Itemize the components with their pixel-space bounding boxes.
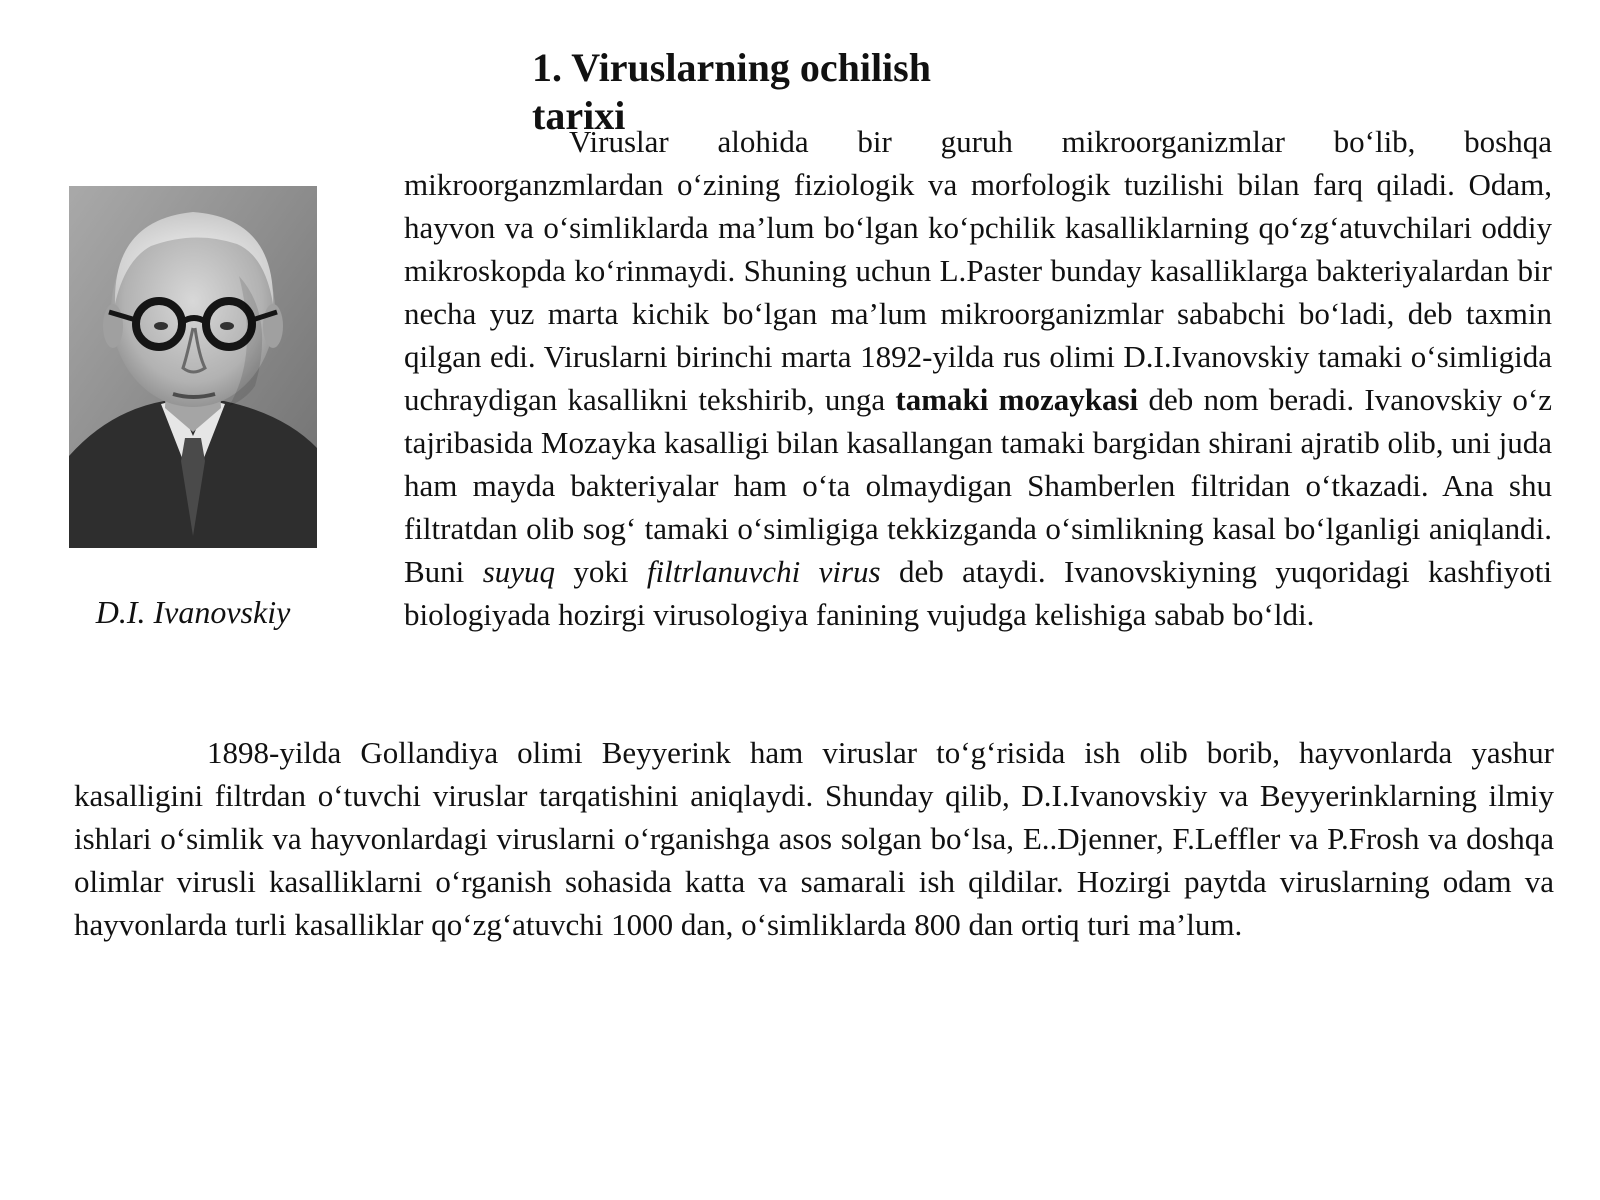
italic-term-filterable-virus: filtrlanuvchi virus	[646, 554, 881, 589]
intro-text-part-2: deb nom beradi. Ivanovskiy o‘z tajribasida Mozayka kasalligi bilan kasallangan tamaki bargidan shirani ajratib olib, uni juda ham mayda bakteriyalar ham o‘ta olmaydigan Shamberlen filtridan o‘tkazadi. Ana shu filtratdan olib sog‘ tamaki o‘simligiga tekkizganda o‘simlikning kasal bo‘lganligi aniqlandi. Buni	[404, 382, 1553, 589]
bold-term-tobacco-mosaic: tamaki mozaykasi	[895, 382, 1139, 417]
portrait-caption: D.I. Ivanovskiy	[95, 594, 291, 630]
portrait-image	[69, 186, 317, 548]
portrait-illustration	[69, 186, 317, 548]
intro-text-part-3: yoki	[555, 554, 647, 589]
history-paragraph: 1898-yilda Gollandiya olimi Beyyerink ham viruslar to‘g‘risida ish olib borib, hayvonlarda yashur kasalligini filtrdan o‘tuvchi viruslar tarqatishini aniqlaydi. Shunday qilib, D.I.Ivanovskiy va Beyyerinklarning ilmiy ishlari o‘simlik va hayvonlardagi viruslarni o‘rganishga asos solgan bo‘lsa, E..Djenner, F.Leffler va P.Frosh va doshqa olimlar virusli kasalliklarni o‘rganish sohasida katta va samarali ish qildilar. Hozirgi paytda viruslarning odam va hayvonlarda turli kasalliklar qo‘zg‘atuvchi 1000 dan, o‘simliklarda 800 dan ortiq turi ma’lum.	[74, 735, 1554, 942]
page-title: 1. Viruslarning ochilish tarixi	[532, 45, 931, 138]
intro-text-part-1: Viruslar alohida bir guruh mikroorganizmlar bo‘lib, boshqa mikroorganzmlardan o‘zining fiziologik va morfologik tuzilishi bilan farq qiladi. Odam, hayvon va o‘simliklarda ma’lum bo‘lgan ko‘pchilik kasalliklarning qo‘zg‘atuvchilari oddiy mikroskopda ko‘rinmaydi. Shuning uchun L.Paster bunday kasalliklarga bakteriyalardan bir necha yuz marta kichik bo‘lgan ma’lum mikroorganizmlar sababchi bo‘ladi, deb taxmin qilgan edi. Viruslarni birinchi marta 1892-yilda rus olimi D.I.Ivanovskiy tamaki o‘simligida uchraydigan kasallikni tekshirib, unga	[404, 124, 1552, 417]
intro-text-part-4: deb ataydi. Ivanovskiyning yuqoridagi kashfiyoti biologiyada hozirgi virusologiya fanining vujudga kelishiga sabab bo‘ldi.	[404, 554, 1552, 632]
intro-paragraph	[404, 120, 1552, 636]
italic-term-liquid: suyuq	[482, 554, 556, 589]
